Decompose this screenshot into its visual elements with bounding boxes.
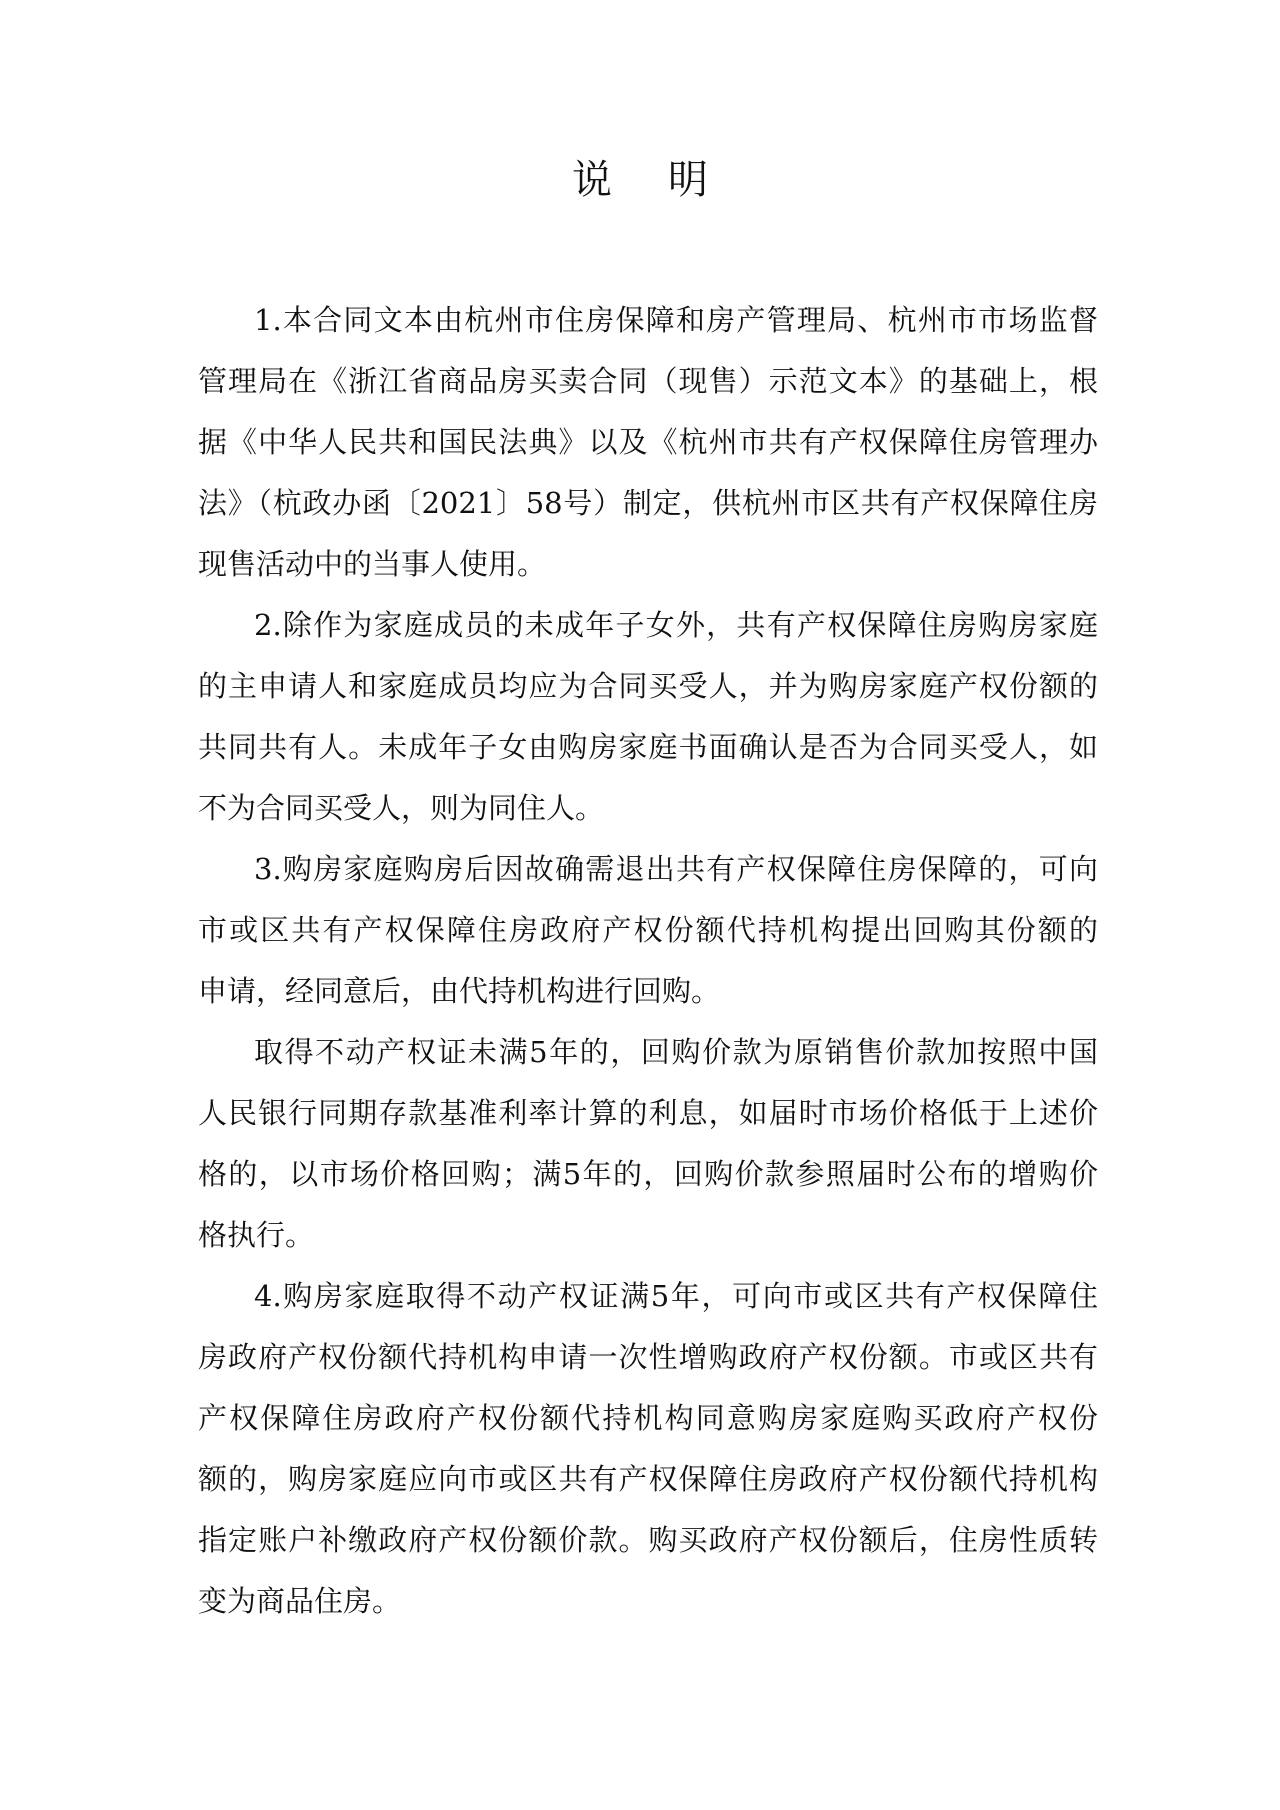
text-line: 额的，购房家庭应向市或区共有产权保障住房政府产权份额代持机构 xyxy=(198,1462,1098,1496)
paragraph-3 xyxy=(198,839,1098,1022)
text-line: 不为合同买受人，则为同住人。 xyxy=(198,791,605,825)
text-line: 据《中华人民共和国民法典》以及《杭州市共有产权保障住房管理办 xyxy=(198,425,1098,459)
text-line: 4.购房家庭取得不动产权证满5年，可向市或区共有产权保障住 xyxy=(254,1279,1098,1313)
paragraph-1 xyxy=(198,290,1098,595)
text-line: 的主申请人和家庭成员均应为合同买受人，并为购房家庭产权份额的 xyxy=(198,669,1098,703)
text-line: 人民银行同期存款基准利率计算的利息，如届时市场价格低于上述价 xyxy=(198,1096,1098,1130)
text-line: 市或区共有产权保障住房政府产权份额代持机构提出回购其份额的 xyxy=(198,913,1098,947)
paragraph-2 xyxy=(198,595,1098,839)
document-body xyxy=(198,290,1098,1632)
text-line: 取得不动产权证未满5年的，回购价款为原销售价款加按照中国 xyxy=(254,1035,1098,1069)
text-line: 格执行。 xyxy=(198,1218,315,1252)
text-line: 2.除作为家庭成员的未成年子女外，共有产权保障住房购房家庭 xyxy=(254,608,1098,642)
text-line: 管理局在《浙江省商品房买卖合同（现售）示范文本》的基础上，根 xyxy=(198,364,1098,398)
text-line: 共同共有人。未成年子女由购房家庭书面确认是否为合同买受人，如 xyxy=(198,730,1098,764)
text-line: 现售活动中的当事人使用。 xyxy=(198,547,547,581)
text-line: 变为商品住房。 xyxy=(198,1584,402,1618)
text-line: 格的，以市场价格回购；满5年的，回购价款参照届时公布的增购价 xyxy=(198,1157,1098,1191)
text-line: 指定账户补缴政府产权份额价款。购买政府产权份额后，住房性质转 xyxy=(198,1523,1098,1557)
text-line: 3.购房家庭购房后因故确需退出共有产权保障住房保障的，可向 xyxy=(254,852,1098,886)
paragraph-3b xyxy=(198,1022,1098,1266)
paragraph-4 xyxy=(198,1266,1098,1632)
text-line: 1.本合同文本由杭州市住房保障和房产管理局、杭州市市场监督 xyxy=(254,303,1098,337)
text-line: 房政府产权份额代持机构申请一次性增购政府产权份额。市或区共有 xyxy=(198,1340,1098,1374)
text-line: 产权保障住房政府产权份额代持机构同意购房家庭购买政府产权份 xyxy=(198,1401,1098,1435)
text-line: 法》（杭政办函〔2021〕58号）制定，供杭州市区共有产权保障住房 xyxy=(198,486,1098,520)
text-line: 申请，经同意后，由代持机构进行回购。 xyxy=(198,974,721,1008)
page-title: 说明 xyxy=(572,157,764,203)
